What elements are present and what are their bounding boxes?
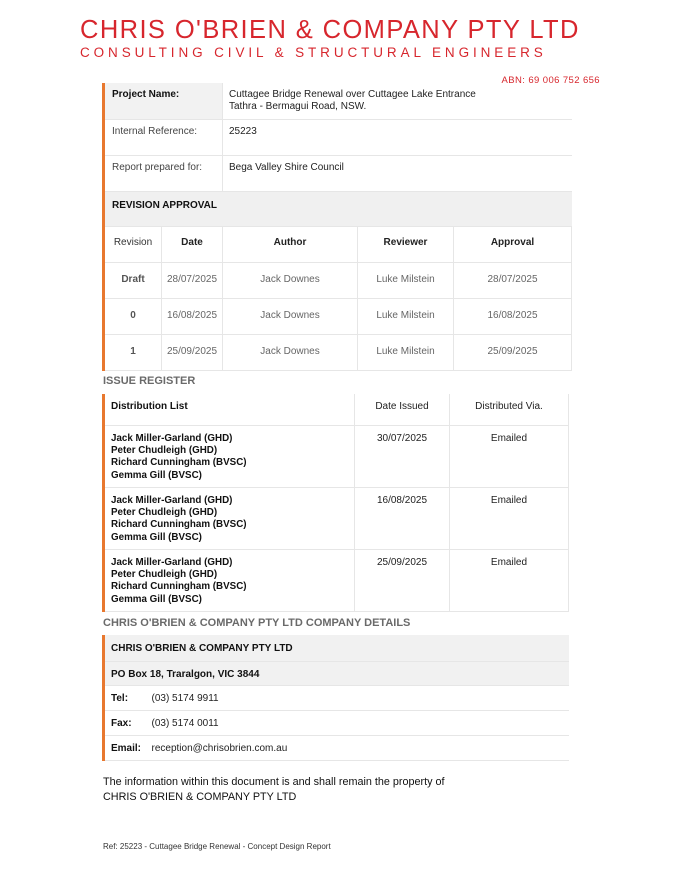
fax-value: (03) 5174 0011 — [148, 710, 569, 735]
project-name-row — [104, 83, 572, 119]
footer-reference: Ref: 25223 - Cuttagee Bridge Renewal - Concept Design Report — [103, 842, 331, 851]
fax-label: Fax: — [104, 710, 148, 735]
recipient: Gemma Gill (BVSC) — [111, 531, 202, 543]
company-name: CHRIS O'BRIEN & COMPANY PTY LTD — [80, 16, 580, 44]
email-label: Email: — [104, 735, 148, 760]
revision-author: Jack Downes — [223, 298, 358, 334]
project-name-line2: Tathra - Bermagui Road, NSW. — [229, 101, 367, 112]
revision-id: 0 — [104, 298, 162, 334]
issue-row — [104, 487, 569, 549]
date-issued-header: Date Issued — [355, 394, 450, 425]
issue-via: Emailed — [450, 425, 569, 487]
prepared-for-label: Report prepared for: — [104, 155, 223, 191]
recipient: Peter Chudleigh (GHD) — [111, 568, 218, 580]
distribution-list-header: Distribution List — [104, 394, 355, 425]
recipient: Peter Chudleigh (GHD) — [111, 506, 218, 518]
issue-date: 25/09/2025 — [355, 549, 450, 611]
recipient: Richard Cunningham (BVSC) — [111, 519, 247, 531]
project-name-label: Project Name: — [104, 83, 223, 119]
recipient: Jack Miller-Garland (GHD) — [111, 494, 233, 506]
revision-approval-title: REVISION APPROVAL — [104, 191, 572, 226]
company-details-table — [102, 635, 569, 761]
company-details-name: CHRIS O'BRIEN & COMPANY PTY LTD — [104, 635, 569, 661]
company-tagline: CONSULTING CIVIL & STRUCTURAL ENGINEERS — [80, 45, 547, 60]
property-notice-line2: CHRIS O'BRIEN & COMPANY PTY LTD — [103, 790, 297, 803]
project-table — [102, 83, 572, 371]
recipient: Gemma Gill (BVSC) — [111, 469, 202, 481]
revision-approval: 25/09/2025 — [454, 334, 572, 370]
letterhead — [80, 16, 600, 86]
revision-id: 1 — [104, 334, 162, 370]
company-email-row — [104, 735, 569, 760]
revision-date: 28/07/2025 — [162, 262, 223, 298]
internal-reference-label: Internal Reference: — [104, 119, 223, 155]
prepared-for-row — [104, 155, 572, 191]
author-col-header: Author — [223, 226, 358, 262]
revision-row — [104, 262, 572, 298]
prepared-for-value: Bega Valley Shire Council — [223, 155, 572, 191]
issue-row — [104, 549, 569, 611]
issue-header-row — [104, 394, 569, 425]
company-address-row — [104, 661, 569, 685]
recipient: Jack Miller-Garland (GHD) — [111, 432, 233, 444]
internal-reference-value: 25223 — [223, 119, 572, 155]
issue-register-title: ISSUE REGISTER — [103, 375, 196, 387]
recipient: Jack Miller-Garland (GHD) — [111, 556, 233, 568]
tel-value: (03) 5174 9911 — [148, 685, 569, 710]
issue-register-table — [102, 394, 569, 612]
revision-id: Draft — [104, 262, 162, 298]
distribution-names — [104, 487, 355, 549]
revision-row — [104, 298, 572, 334]
property-notice-line1: The information within this document is and shall remain the property of — [103, 776, 445, 788]
issue-date: 30/07/2025 — [355, 425, 450, 487]
distribution-names — [104, 425, 355, 487]
revision-author: Jack Downes — [223, 262, 358, 298]
revision-row — [104, 334, 572, 370]
revision-reviewer: Luke Milstein — [358, 262, 454, 298]
email-value: reception@chrisobrien.com.au — [148, 735, 569, 760]
approval-col-header: Approval — [454, 226, 572, 262]
company-name-row — [104, 635, 569, 661]
recipient: Peter Chudleigh (GHD) — [111, 444, 218, 456]
issue-row — [104, 425, 569, 487]
revision-approval-row — [104, 191, 572, 226]
revision-date: 16/08/2025 — [162, 298, 223, 334]
date-col-header: Date — [162, 226, 223, 262]
distribution-names — [104, 549, 355, 611]
recipient: Gemma Gill (BVSC) — [111, 593, 202, 605]
issue-via: Emailed — [450, 549, 569, 611]
project-name-line1: Cuttagee Bridge Renewal over Cuttagee Lake Entrance — [229, 89, 476, 100]
revision-header-row — [104, 226, 572, 262]
company-details-title: CHRIS O'BRIEN & COMPANY PTY LTD COMPANY DETAILS — [103, 617, 411, 629]
project-name-value — [223, 83, 572, 119]
company-address: PO Box 18, Traralgon, VIC 3844 — [104, 661, 569, 685]
revision-reviewer: Luke Milstein — [358, 298, 454, 334]
internal-reference-row — [104, 119, 572, 155]
revision-reviewer: Luke Milstein — [358, 334, 454, 370]
recipient: Richard Cunningham (BVSC) — [111, 581, 247, 593]
issue-date: 16/08/2025 — [355, 487, 450, 549]
issue-via: Emailed — [450, 487, 569, 549]
revision-approval: 16/08/2025 — [454, 298, 572, 334]
abn: ABN: 69 006 752 656 — [501, 75, 600, 86]
tel-label: Tel: — [104, 685, 148, 710]
property-notice — [103, 775, 444, 804]
revision-approval: 28/07/2025 — [454, 262, 572, 298]
company-tel-row — [104, 685, 569, 710]
recipient: Richard Cunningham (BVSC) — [111, 457, 247, 469]
revision-author: Jack Downes — [223, 334, 358, 370]
company-fax-row — [104, 710, 569, 735]
revision-col-header: Revision — [104, 226, 162, 262]
revision-date: 25/09/2025 — [162, 334, 223, 370]
reviewer-col-header: Reviewer — [358, 226, 454, 262]
distributed-via-header: Distributed Via. — [450, 394, 569, 425]
